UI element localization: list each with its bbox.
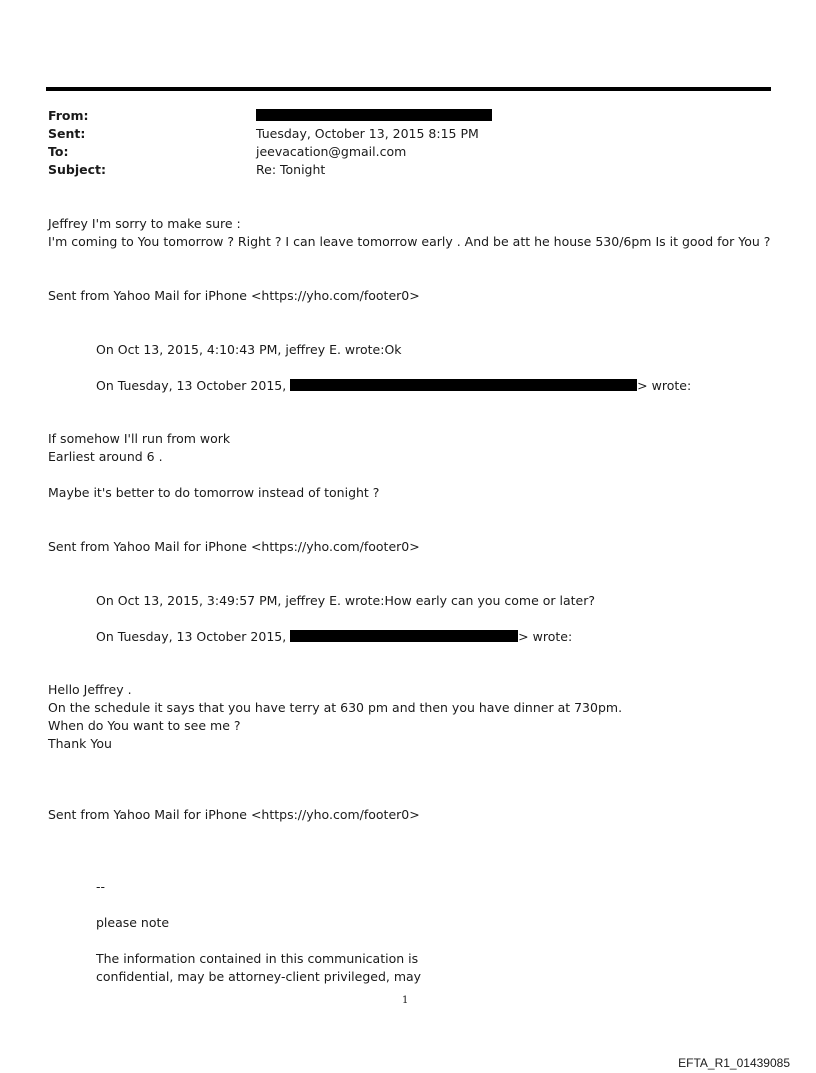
email-signature: Sent from Yahoo Mail for iPhone <https://yho.com/footer0>: [48, 539, 420, 554]
message-line: Maybe it's better to do tomorrow instead of tonight ?: [48, 485, 380, 500]
quoted-line: On Oct 13, 2015, 4:10:43 PM, jeffrey E. wrote:Ok: [96, 342, 402, 357]
quoted-line: On Oct 13, 2015, 3:49:57 PM, jeffrey E. wrote:How early can you come or later?: [96, 593, 596, 608]
email-signature: Sent from Yahoo Mail for iPhone <https://yho.com/footer0>: [48, 288, 420, 303]
note-line: confidential, may be attorney-client privileged, may: [96, 969, 422, 984]
message-line: On the schedule it says that you have terry at 630 pm and then you have dinner at 730pm.: [48, 700, 623, 715]
to-label: To:: [48, 144, 69, 159]
message-line: Earliest around 6 .: [48, 449, 163, 464]
subject-label: Subject:: [48, 162, 106, 177]
email-signature: Sent from Yahoo Mail for iPhone <https://yho.com/footer0>: [48, 807, 420, 822]
note-line: The information contained in this communication is: [96, 951, 419, 966]
from-label: From:: [48, 108, 89, 123]
sent-value: Tuesday, October 13, 2015 8:15 PM: [256, 126, 479, 141]
header-rule: [46, 87, 771, 91]
message-line: Thank You: [48, 736, 112, 751]
note-title: please note: [96, 915, 170, 930]
attribution-prefix: On Tuesday, 13 October 2015,: [96, 629, 291, 644]
attribution-prefix: On Tuesday, 13 October 2015,: [96, 378, 291, 393]
redaction-bar: [290, 379, 637, 391]
message-line: Jeffrey I'm sorry to make sure :: [48, 216, 241, 231]
message-line: If somehow I'll run from work: [48, 431, 231, 446]
redaction-bar: [256, 109, 492, 121]
attribution-suffix: > wrote:: [518, 629, 573, 644]
redaction-bar: [290, 630, 518, 642]
quoted-attribution: [96, 629, 572, 645]
to-value: jeevacation@gmail.com: [256, 144, 407, 159]
sent-label: Sent:: [48, 126, 86, 141]
message-line: I'm coming to You tomorrow ? Right ? I can leave tomorrow early . And be att he house 530/6pm Is it good for You ?: [48, 234, 771, 249]
quoted-attribution: [96, 378, 691, 394]
separator: --: [96, 879, 106, 894]
message-line: Hello Jeffrey .: [48, 682, 132, 697]
from-value-redacted: [256, 108, 492, 124]
attribution-suffix: > wrote:: [637, 378, 692, 393]
message-line: When do You want to see me ?: [48, 718, 241, 733]
subject-value: Re: Tonight: [256, 162, 326, 177]
page-number: 1: [402, 995, 409, 1006]
bates-number: EFTA_R1_01439085: [678, 1056, 790, 1070]
